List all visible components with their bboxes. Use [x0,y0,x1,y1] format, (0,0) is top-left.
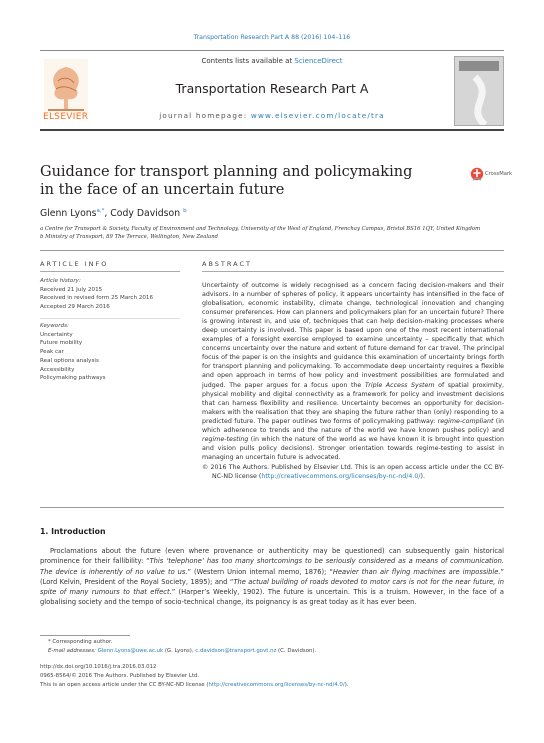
oa-license-link[interactable]: http://creativecommons.org/licenses/by-nc-nd/4.0/ [208,682,345,688]
doi-link[interactable]: http://dx.doi.org/10.1016/j.tra.2016.03.012 [40,664,157,670]
divider [40,318,180,319]
crossmark-icon [470,167,484,183]
keyword: Future mobility [40,340,83,347]
journal-header [40,50,504,130]
author-list [40,208,187,219]
contents-prefix: Contents lists available at [201,57,295,65]
abstract-text: (in which adherence to trends and the nature of the world we have known pushes policy) and [202,417,505,434]
oa-text: This is an open access article under the CC BY-NC-ND license ( [40,682,209,688]
license-text: © 2016 The Authors. Published by Elsevier Ltd. This is an open access article under the CC BY-NC-ND license ( [202,463,504,480]
journal-homepage [40,111,504,120]
crossmark-badge[interactable] [470,165,513,189]
open-access-line [40,682,349,688]
divider [202,271,504,272]
intro-paragraph [40,546,504,608]
intro-text: Proclamations about the future (even where provenance or authenticity may be questioned) can subsequently gain historical prominence for their fallibility: “ [40,547,504,566]
intro-text: ” (Western Union internal memo, 1876); “ [187,567,333,576]
abstract-body [202,281,504,481]
issn-line: 0965-8564/© 2016 The Authors. Published by Elsevier Ltd. [40,673,200,679]
author-name: Glenn Lyons [40,208,97,220]
abstract-text: of spatial proximity, physical mobility and digital connectivity as a framework for policy and investment decisions that can harness flexibility and resilience. Uncertainty becomes an opportunity for decision-makers with the realisation that they are shaping the future rather than (only) responding to a predicted future. The paper outlines two forms of policymaking pathway: [202,381,504,425]
keyword: Peak car [40,349,64,356]
keyword: Policymaking pathways [40,375,106,382]
homepage-prefix: journal homepage: [159,111,251,120]
author-affil-marker[interactable]: b [183,208,187,214]
intro-quote: Heavier than air flying machines are impossible. [332,567,501,576]
cover-road-icon [455,57,503,125]
author-affil-marker[interactable]: a,* [96,208,105,214]
oa-text: ). [344,682,349,688]
journal-reference[interactable]: Transportation Research Part A 88 (2016) 104–116 [193,34,351,41]
footnote-rule [40,635,130,636]
journal-title: Transportation Research Part A [175,81,369,96]
email-link[interactable]: c.davidson@transport.govt.nz [195,648,277,654]
email-label: E-mail addresses: [48,648,98,654]
license-note [202,463,504,481]
abstract-text: (in which the nature of the world as we have known it is brought into question and vision pulls policy decisions). Stronger orientation towards regime-testing to assist in managing an uncertain future is advocated. [202,435,504,461]
article-history [40,277,180,312]
corresponding-author-note: * Corresponding author. [48,639,113,645]
keyword: Uncertainty [40,331,73,338]
history-label: Article history: [40,278,81,284]
abstract-emphasis: regime-compliant [437,417,494,425]
keywords-block [40,322,180,383]
keyword: Real options analysis [40,357,99,364]
abstract-emphasis: Triple Access System [364,381,435,389]
abstract-emphasis: regime-testing [202,435,249,443]
keyword: Accessibility [40,366,75,373]
affiliation-a: a Centre for Transport & Society, Faculty of Environment and Technology, University of the West of England, Frenchay Campus, Bristol BS16 1QY, United Kingdom [40,226,481,232]
divider [40,250,504,251]
intro-quote: This ‘telephone’ has too many shortcomings to be seriously considered as a means of communication. The device is inherently of no value to us. [40,557,504,576]
abstract-text: Uncertainty of outcome is widely recognised as a concern facing decision-makers and their advisors. In a number of spheres of policy, it appears uncertainty has intensified in the face of globalisation, economic instability, climate change, technological innovation and changing consumer preferences. How can planners and policymakers plan for an uncertain future? There is growing interest in, and use of, techniques that can help decision-making processes where deep uncertainty is involved. This paper is based upon one of the most recent international examples of a foresight exercise employed to examine uncertainty – specifically that which concerns uncertainty over the nature and extent of future demand for car travel. The principal focus of the paper is on the insights and guidance this examination of uncertainty brings forth for transport planning and policymaking. To accommodate deep uncertainty requires a flexible and open approach in terms of how policy and investment possibilities are formulated and judged. The paper argues for a focus upon the [202,282,504,389]
contents-line [40,57,504,65]
email-suffix: (C. Davidson). [276,648,317,654]
header-bottom-rule [40,129,504,131]
license-text: ). [420,472,426,480]
author-separator: , [104,208,111,220]
author-name: Cody Davidson [110,208,181,220]
article-title: Guidance for transport planning and policymaking in the face of an uncertain future [40,164,413,198]
divider [40,271,180,272]
intro-text: ” (Lord Kelvin, President of the Royal Society, 1895); and “ [40,567,504,586]
journal-cover-image [454,56,504,126]
affiliation-b: b Ministry of Transport, 89 The Terrace, Wellington, New Zealand [40,234,219,240]
section-heading: 1. Introduction [40,527,106,536]
history-item: Received 21 July 2015 [40,286,103,293]
keywords-label: Keywords: [40,323,69,329]
homepage-link[interactable]: www.elsevier.com/locate/tra [250,111,385,120]
article-info-heading: ARTICLE INFO [40,260,109,268]
email-link[interactable]: Glenn.Lyons@uwe.ac.uk [97,648,164,654]
publisher-name: ELSEVIER [43,112,89,122]
license-link[interactable]: http://creativecommons.org/licenses/by-nc-nd/4.0/ [261,472,421,480]
history-item: Accepted 29 March 2016 [40,304,110,311]
divider [40,507,504,508]
email-addresses [48,648,316,654]
intro-text: ” (Harper’s Weekly, 1902). The future is uncertain. This is a truism. However, in the face of a globalising society and the tempo of socio-technical change, its poignancy is as great today as it has ever been. [40,588,504,607]
intro-quote: The actual building of roads devoted to motor cars is not for the near future, in spite of many rumours to that effect. [40,577,505,597]
crossmark-label: CrossMark [485,171,513,177]
sciencedirect-link[interactable]: ScienceDirect [294,57,343,65]
header-top-rule [40,50,504,51]
history-item: Received in revised form 25 March 2016 [40,295,154,302]
abstract-heading: ABSTRACT [202,260,252,268]
email-suffix: (G. Lyons), [163,648,196,654]
